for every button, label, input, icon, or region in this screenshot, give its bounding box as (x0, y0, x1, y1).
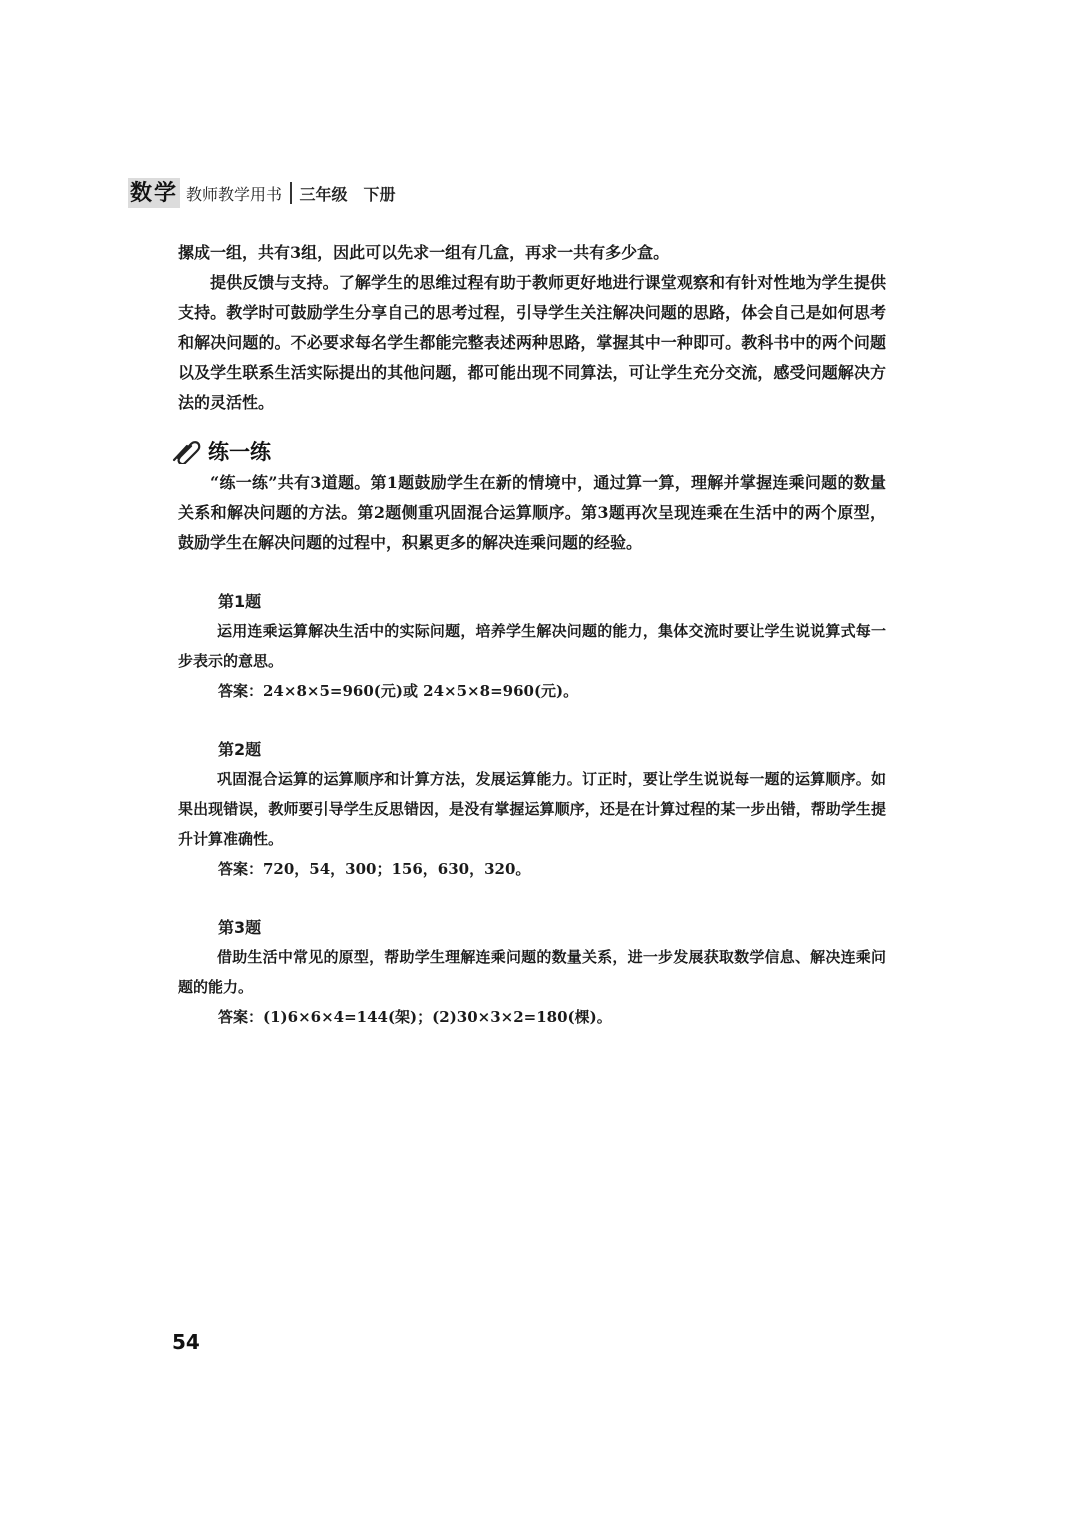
exercise-3 (178, 914, 886, 1032)
exercise-title: 第2题 (218, 740, 262, 759)
practice-intro: “练一练”共有3道题。第1题鼓励学生在新的情境中，通过算一算，理解并掌握连乘问题的数量关系和解决问题的方法。第2题侧重巩固混合运算顺序。第3题再次呈现连乘在生活中的两个原型，鼓励学生在解决问题的过程中，积累更多的解决连乘问题的经验。 (178, 473, 886, 552)
page-number: 54 (172, 1330, 200, 1354)
support-text: 了解学生的思维过程有助于教师更好地进行课堂观察和有针对性地为学生提供支持。教学时可鼓励学生分享自己的思考过程，引导学生关注解决问题的思路，体会自己是如何思考和解决问题的。不必要求每名学生都能完整表述两种思路，掌握其中一种即可。教科书中的两个问题以及学生联系生活实际提出的其他问题，都可能出现不同算法，可让学生充分交流，感受问题解决方法的灵活性。 (178, 273, 886, 412)
running-header (128, 176, 396, 210)
header-divider (290, 182, 292, 204)
book-volume: 下册 (363, 184, 396, 204)
page-content (178, 238, 886, 1032)
support-lead: 提供反馈与支持。 (210, 273, 339, 292)
exercise-body: 借助生活中常见的原型，帮助学生理解连乘问题的数量关系，进一步发展获取数学信息、解决连乘问题的能力。 (178, 948, 886, 996)
intro-line: 摞成一组，共有3组，因此可以先求一组有几盒，再求一共有多少盒。 (178, 243, 670, 262)
book-grade: 三年级 (299, 184, 348, 204)
exercise-body: 运用连乘运算解决生活中的实际问题，培养学生解决问题的能力，集体交流时要让学生说说算式每一步表示的意思。 (178, 622, 886, 670)
exercise-answer: 答案：24×8×5=960(元)或 24×5×8=960(元)。 (218, 682, 579, 700)
book-title: 教师教学用书 (186, 184, 283, 204)
practice-title: 练一练 (208, 440, 271, 464)
exercise-1 (178, 588, 886, 706)
exercise-2 (178, 736, 886, 884)
exercise-answer: 答案：720，54，300；156，630，320。 (218, 860, 531, 878)
exercise-body: 巩固混合运算的运算顺序和计算方法，发展运算能力。订正时，要让学生说说每一题的运算顺序。如果出现错误，教师要引导学生反思错因，是没有掌握运算顺序，还是在计算过程的某一步出错，帮助学生提升计算准确性。 (178, 770, 886, 848)
exercise-title: 第3题 (218, 918, 262, 937)
exercise-title: 第1题 (218, 592, 262, 611)
support-paragraph (178, 268, 886, 418)
paperclip-icon (172, 438, 204, 464)
practice-section-heading (172, 434, 886, 468)
exercise-answer: 答案：(1)6×6×4=144(架)；(2)30×3×2=180(棵)。 (218, 1008, 612, 1026)
book-subject: 数学 (130, 180, 179, 206)
